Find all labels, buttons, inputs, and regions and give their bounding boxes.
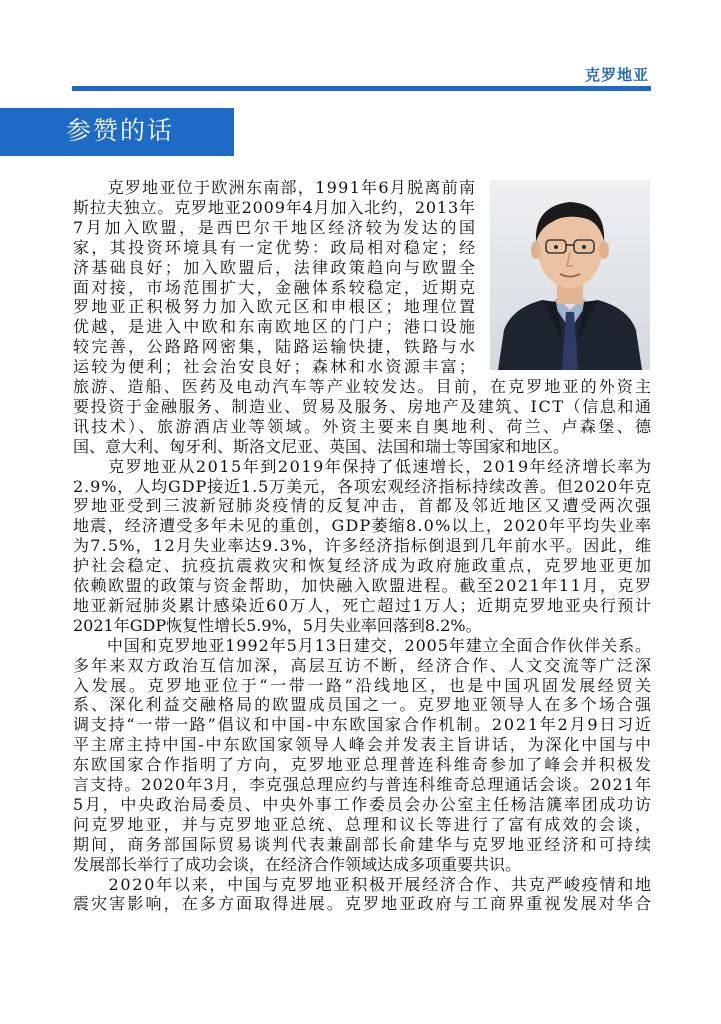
text-line: 多年来双方政治互信加深，高层互访不断，经济合作、人文交流等广泛深 bbox=[73, 655, 654, 675]
text-line: 调支持“一带一路”倡议和中国-中东欧国家合作机制。2021年2月9日习近 bbox=[73, 715, 653, 735]
text-line: 家，其投资环境具有一定优势：政局相对稳定；经 bbox=[73, 237, 478, 257]
header-rule bbox=[72, 86, 651, 91]
text-line: 克罗地亚位于欧洲东南部，1991年6月脱离前南 bbox=[73, 178, 477, 197]
text-line: 中国和克罗地亚1992年5月13日建交，2005年建立全面合作伙伴关系。 bbox=[73, 635, 652, 655]
text-line: 问克罗地亚，并与克罗地亚总统、总理和议长等进行了富有成效的会谈， bbox=[73, 814, 654, 834]
text-line: 面对接，市场范围扩大，金融体系较稳定，近期克 bbox=[73, 277, 478, 297]
text-line: 要投资于金融服务、制造业、贸易及服务、房地产及建筑、ICT（信息和通 bbox=[73, 396, 653, 416]
text-line: 斯拉夫独立。克罗地亚2009年4月加入北约，2013年 bbox=[73, 197, 476, 217]
portrait-photo bbox=[490, 180, 650, 370]
section-title: 参赞的话 bbox=[66, 116, 175, 145]
text-line: 平主席主持中国-中东欧国家领导人峰会并发表主旨讲话，为深化中国与中 bbox=[73, 735, 653, 755]
text-line: 5月，中央政治局委员、中央外事工作委员会办公室主任杨洁篪率团成功访 bbox=[73, 794, 653, 814]
text-line: 2021年GDP恢复性增长5.9%，5月失业率回落到8.2%。 bbox=[73, 615, 482, 635]
text-line: 入发展。克罗地亚位于“一带一路”沿线地区，也是中国巩固发展经贸关 bbox=[73, 675, 654, 695]
text-line: 2020年以来，中国与克罗地亚积极开展经济合作、共克严峻疫情和地 bbox=[73, 874, 653, 894]
text-line: 护社会稳定、抗疫抗震救灾和恢复经济成为政府施政重点，克罗地亚更加 bbox=[73, 556, 654, 576]
text-line: 济基础良好；加入欧盟后，法律政策趋向与欧盟全 bbox=[73, 257, 478, 277]
text-line: 东欧国家合作指明了方向，克罗地亚总理普连科维奇参加了峰会并积极发 bbox=[73, 755, 654, 775]
text-line: 2.9%，人均GDP接近1.5万美元，各项宏观经济指标持续改善。但2020年克 bbox=[73, 476, 652, 496]
text-line: 国、意大利、匈牙利、斯洛文尼亚、英国、法国和瑞士等国家和地区。 bbox=[73, 436, 570, 456]
text-line: 震灾害影响，在多方面取得进展。克罗地亚政府与工商界重视发展对华合 bbox=[73, 894, 654, 914]
text-line: 言支持。2020年3月，李克强总理应约与普连科维奇总理通话会谈。2021年 bbox=[73, 775, 653, 794]
text-line: 地亚新冠肺炎累计感染近60万人，死亡超过1万人；近期克罗地亚央行预计 bbox=[73, 595, 653, 615]
text-line: 罗地亚受到三波新冠肺炎疫情的反复冲击，首都及邻近地区又遭受两次强 bbox=[73, 496, 654, 516]
text-line: 期间，商务部国际贸易谈判代表兼副部长俞建华与克罗地亚经济和可持续 bbox=[73, 834, 654, 854]
portrait-illustration bbox=[490, 180, 650, 370]
text-line: 较完善，公路路网密集，陆路运输快捷，铁路与水 bbox=[73, 337, 478, 357]
text-line: 运较为便利；社会治安良好；森林和水资源丰富； bbox=[73, 357, 478, 377]
text-line: 发展部长举行了成功会谈，在经济合作领域达成多项重要共识。 bbox=[73, 854, 522, 874]
text-line: 旅游、造船、医药及电动汽车等产业较发达。目前，在克罗地亚的外资主 bbox=[73, 377, 654, 396]
text-line: 依赖欧盟的政策与资金帮助，加快融入欧盟进程。截至2021年11月，克罗 bbox=[73, 576, 653, 595]
text-line: 优越，是进入中欧和东南欧地区的门户；港口设施 bbox=[73, 317, 478, 337]
text-line: 为7.5%，12月失业率达9.3%，许多经济指标倒退到几年前水平。因此，维 bbox=[73, 536, 653, 556]
text-line: 克罗地亚从2015年到2019年保持了低速增长，2019年经济增长率为 bbox=[73, 456, 653, 476]
text-line: 罗地亚正积极努力加入欧元区和申根区；地理位置 bbox=[73, 297, 478, 317]
running-title: 克罗地亚 bbox=[584, 66, 649, 84]
text-line: 系、深化利益交融格局的欧盟成员国之一。克罗地亚领导人在多个场合强 bbox=[73, 695, 654, 715]
text-line: 7月加入欧盟，是西巴尔干地区经济较为发达的国 bbox=[73, 217, 478, 237]
text-line: 讯技术）、旅游酒店业等领域。外资主要来自奥地利、荷兰、卢森堡、德 bbox=[73, 416, 654, 436]
text-line: 地震，经济遭受多年未见的重创，GDP萎缩8.0%以上，2020年平均失业率 bbox=[73, 516, 653, 536]
